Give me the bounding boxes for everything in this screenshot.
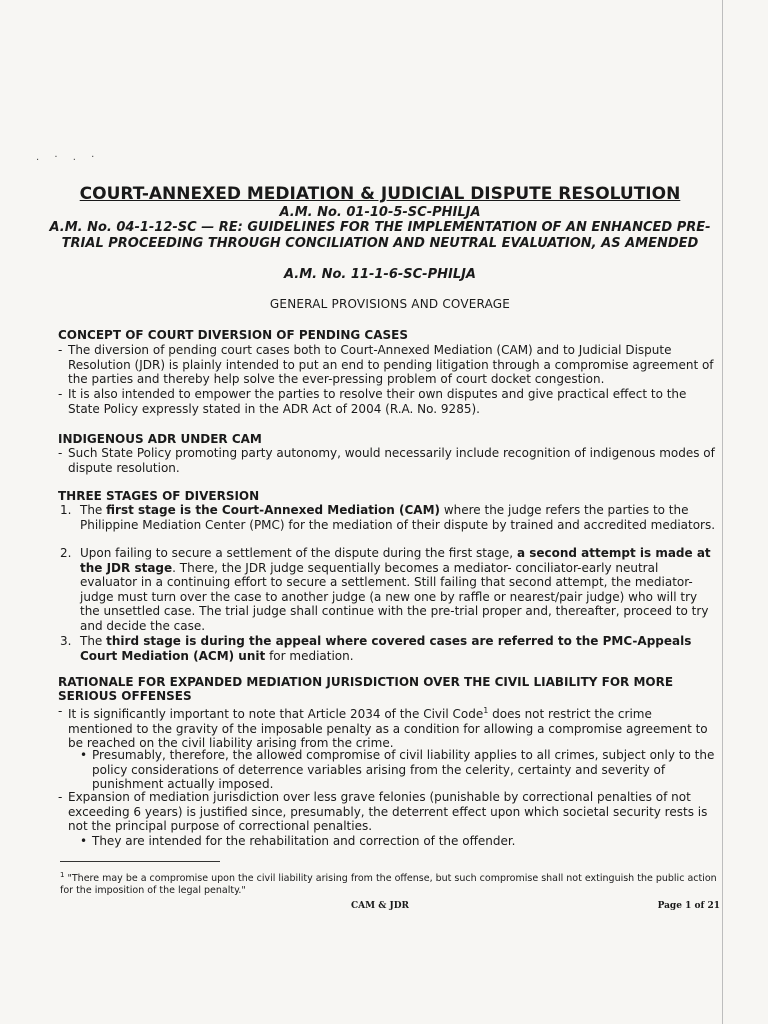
stage-item-3: 3. The third stage is during the appeal where covered cases are referred to the PMC-Appeals Court Mediation (ACM) unit for mediation. [60,634,692,663]
rationale-point-2: - Expansion of mediation jurisdiction over less grave felonies (punishable by correctional penalties of not exceeding 6 years) is justified since, presumably, the deterrent effect upon which societal security rests is not the principal purpose of correctional penalties. [58,790,718,834]
footer-doc-name: CAM & JDR [350,901,410,911]
stage-item-2: 2. Upon failing to secure a settlement of the dispute during the first stage, a second attempt is made at the JDR stage. There, the JDR judge sequentially becomes a mediator- conciliator-early neutral evaluator in a continuing effort to secure a settlement. Still failing that second attempt, the mediator-judge must turn over the case to another judge (a new one by raffle or nearest/pair judge) who will try the unsettled case. The trial judge shall continue with the pre-trial proper and, thereafter, proceed to try and decide the case. [60,546,711,633]
concept-point-2: - It is also intended to empower the parties to resolve their own disputes and give practical effect to the State Policy expressly stated in the ADR Act of 2004 (R.A. No. 9285). [58,387,718,416]
concept-point-1: - The diversion of pending court cases both to Court-Annexed Mediation (CAM) and to Judicial Dispute Resolution (JDR) is plainly intended to put an end to pending litigation through a compromise agreement of the parties and thereby help solve the ever-pressing problem of court docket congestion. [58,343,718,387]
am-number-2: A.M. No. 04-1-12-SC — RE: GUIDELINES FOR THE IMPLEMENTATION OF AN ENHANCED PRE-TRIAL PROCEEDING THROUGH CONCILIATION AND NEUTRAL EVALUATION, AS AMENDED [49,220,711,251]
am-number-1: A.M. No. 01-10-5-SC-PHILJA [279,205,481,220]
rationale-bullet-1: • Presumably, therefore, the allowed compromise of civil liability applies to all crimes, subject only to the policy considerations of deterrence variables arising from the celerity, certainty and severity of punishment actually imposed. [80,748,715,791]
footnote-rule [60,861,220,862]
stage-item-1: 1. The first stage is the Court-Annexed Mediation (CAM) where the judge refers the parties to the Philippine Mediation Center (PMC) for the mediation of their dispute by trained and accredited mediators. [60,503,716,532]
stage-number: 3. [60,634,72,648]
footnote-ref: 1 [483,706,489,715]
stage-number: 2. [60,546,72,560]
document-title: COURT-ANNEXED MEDIATION & JUDICIAL DISPUTE RESOLUTION [79,184,681,204]
concept-heading: CONCEPT OF COURT DIVERSION OF PENDING CASES [58,328,408,342]
footnote-text: "There may be a compromise upon the civil liability arising from the offense, but such compromise shall not extinguish the public action for the imposition of the legal penalty." [60,873,717,897]
footnote-marker: 1 [60,871,65,879]
stage-number: 1. [60,503,72,517]
indigenous-point-1: - Such State Policy promoting party autonomy, would necessarily include recognition of indigenous modes of dispute resolution. [58,446,718,475]
stages-heading: THREE STAGES OF DIVERSION [58,489,260,503]
scan-specks: . · . · [36,152,101,163]
rationale-heading: RATIONALE FOR EXPANDED MEDIATION JURISDICTION OVER THE CIVIL LIABILITY FOR MORE SERIOUS OFFENSES [58,675,674,703]
bullet-icon: • [80,748,88,762]
rationale-point-1: - It is significantly important to note that Article 2034 of the Civil Code$^1$ does not restrict the crime mentioned to the gravity of the imposable penalty as a condition for allowing a compromise agreement to be reached on the civil liability arising from the crime. [58,704,718,751]
scan-edge-line [722,0,723,1024]
indigenous-heading: INDIGENOUS ADR UNDER CAM [58,432,262,446]
am-number-3: A.M. No. 11-1-6-SC-PHILJA [283,267,476,282]
rationale-bullet-2: • They are intended for the rehabilitation and correction of the offender. [80,834,516,848]
footnote [60,869,720,897]
bullet-icon: • [80,834,88,848]
section-subheading: GENERAL PROVISIONS AND COVERAGE [269,297,511,311]
footer-page-number: Page 1 of 21 [657,901,720,911]
